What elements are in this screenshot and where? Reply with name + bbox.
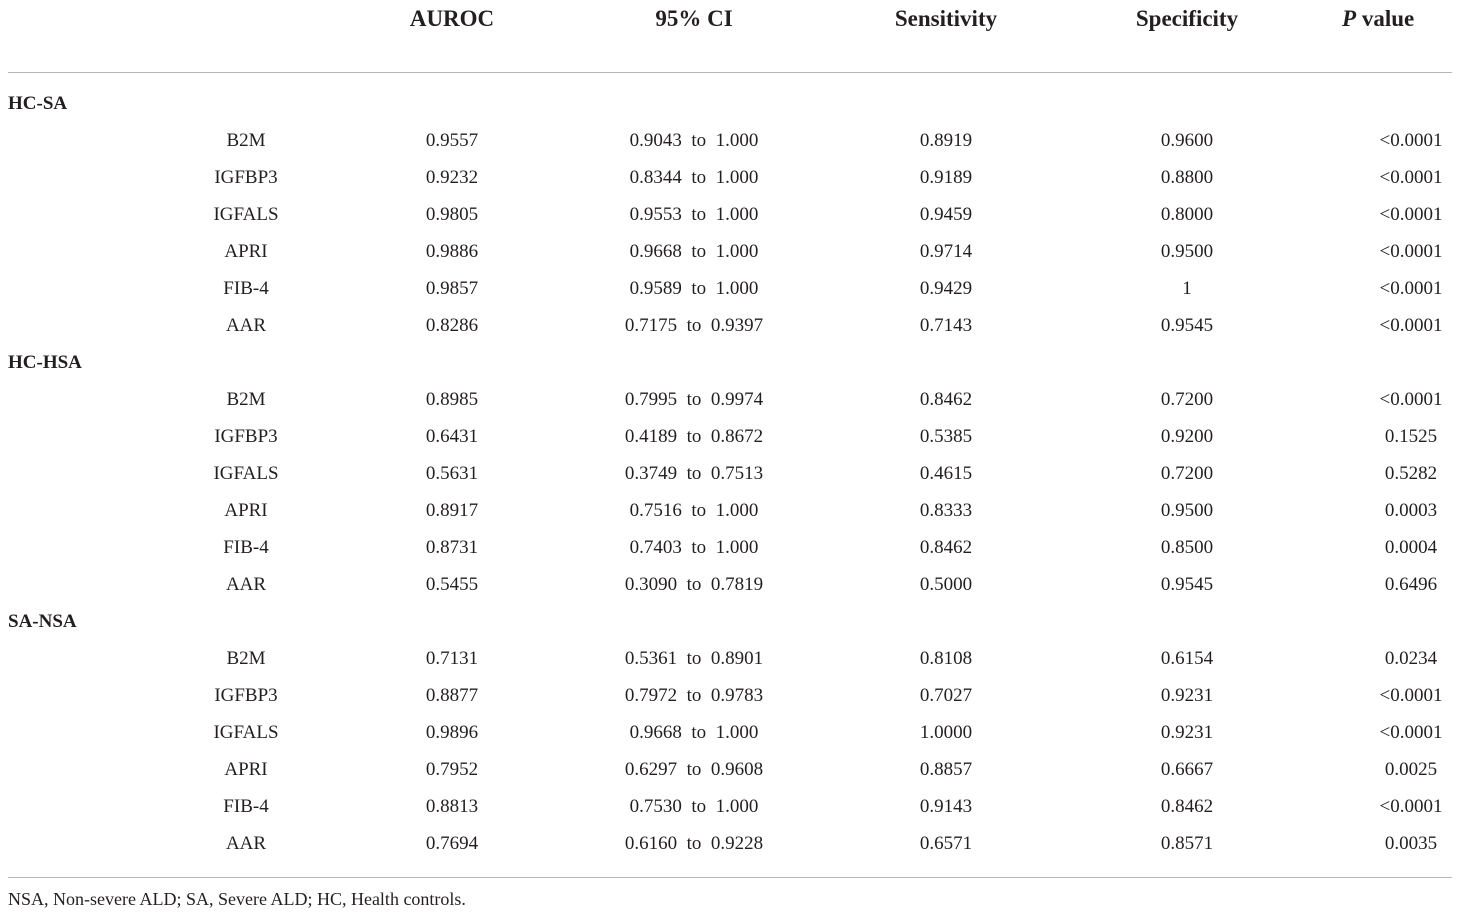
table-row: [0, 492, 1460, 529]
table-row: [0, 381, 1460, 418]
group-row: [0, 344, 1460, 381]
ci-value: 0.7972 to 0.9783: [624, 685, 764, 706]
auroc-value: 0.5631: [425, 463, 479, 484]
sensitivity-value: 0.6571: [919, 833, 973, 854]
table-row: [0, 159, 1460, 196]
ci-value: 0.7175 to 0.9397: [624, 315, 764, 336]
table-row: [0, 640, 1460, 677]
specificity-value: 0.6154: [1160, 648, 1214, 669]
ci-value: 0.4189 to 0.8672: [624, 426, 764, 447]
marker-name: FIB-4: [223, 796, 269, 817]
sensitivity-value: 0.7143: [919, 315, 973, 336]
sensitivity-value: 1.0000: [919, 722, 973, 743]
group-label: SA-NSA: [8, 611, 77, 632]
p-value: <0.0001: [1379, 130, 1443, 151]
auroc-value: 0.9857: [425, 278, 479, 299]
sensitivity-value: 0.7027: [919, 685, 973, 706]
p-value: 0.1525: [1384, 426, 1438, 447]
auroc-value: 0.9886: [425, 241, 479, 262]
auroc-value: 0.8731: [425, 537, 479, 558]
ci-value: 0.7403 to 1.000: [629, 537, 759, 558]
specificity-value: 0.9231: [1160, 722, 1214, 743]
marker-name: AAR: [225, 315, 267, 336]
ci-value: 0.5361 to 0.8901: [624, 648, 764, 669]
sensitivity-value: 0.5000: [919, 574, 973, 595]
specificity-value: 0.7200: [1160, 463, 1214, 484]
auroc-value: 0.7694: [425, 833, 479, 854]
header-ci: 95% CI: [655, 6, 733, 31]
sensitivity-value: 0.8857: [919, 759, 973, 780]
table-row: [0, 455, 1460, 492]
specificity-value: 1: [1182, 278, 1192, 299]
marker-name: IGFALS: [213, 463, 279, 484]
table-row: [0, 566, 1460, 603]
ci-value: 0.6160 to 0.9228: [624, 833, 764, 854]
specificity-value: 0.6667: [1160, 759, 1214, 780]
p-value: 0.6496: [1384, 574, 1438, 595]
table-row: [0, 714, 1460, 751]
table-row: [0, 270, 1460, 307]
header-specificity: Specificity: [1135, 6, 1239, 31]
specificity-value: 0.8462: [1160, 796, 1214, 817]
group-label: HC-SA: [8, 93, 68, 114]
sensitivity-value: 0.5385: [919, 426, 973, 447]
marker-name: IGFALS: [213, 722, 279, 743]
ci-value: 0.7995 to 0.9974: [624, 389, 764, 410]
table-row: [0, 196, 1460, 233]
auroc-value: 0.9232: [425, 167, 479, 188]
specificity-value: 0.9200: [1160, 426, 1214, 447]
p-value: <0.0001: [1379, 204, 1443, 225]
auroc-value: 0.9805: [425, 204, 479, 225]
auroc-value: 0.9557: [425, 130, 479, 151]
ci-value: 0.9553 to 1.000: [629, 204, 759, 225]
marker-name: AAR: [225, 833, 267, 854]
auroc-value: 0.5455: [425, 574, 479, 595]
sensitivity-value: 0.8333: [919, 500, 973, 521]
p-value: <0.0001: [1379, 241, 1443, 262]
specificity-value: 0.9545: [1160, 574, 1214, 595]
auroc-value: 0.8286: [425, 315, 479, 336]
auroc-value: 0.8813: [425, 796, 479, 817]
p-value: <0.0001: [1379, 722, 1443, 743]
marker-name: AAR: [225, 574, 267, 595]
table-row: [0, 825, 1460, 862]
table-row: [0, 122, 1460, 159]
group-row: [0, 603, 1460, 640]
marker-name: APRI: [224, 241, 268, 262]
header-p-value: [1342, 4, 1460, 34]
p-value: 0.0003: [1384, 500, 1438, 521]
table-footnote: NSA, Non-severe ALD; SA, Severe ALD; HC, Health controls.: [8, 889, 466, 909]
marker-name: IGFBP3: [214, 426, 278, 447]
p-value: 0.0234: [1384, 648, 1438, 669]
p-value: <0.0001: [1379, 167, 1443, 188]
ci-value: 0.9668 to 1.000: [629, 722, 759, 743]
sensitivity-value: 0.4615: [919, 463, 973, 484]
table-body: [0, 85, 1460, 862]
auroc-value: 0.7131: [425, 648, 479, 669]
sensitivity-value: 0.9189: [919, 167, 973, 188]
ci-value: 0.7516 to 1.000: [629, 500, 759, 521]
sensitivity-value: 0.9143: [919, 796, 973, 817]
header-auroc: AUROC: [409, 6, 495, 31]
table-row: [0, 751, 1460, 788]
specificity-value: 0.9545: [1160, 315, 1214, 336]
table-row: [0, 677, 1460, 714]
marker-name: APRI: [224, 500, 268, 521]
specificity-value: 0.9500: [1160, 500, 1214, 521]
marker-name: IGFBP3: [214, 167, 278, 188]
group-row: [0, 85, 1460, 122]
specificity-value: 0.8500: [1160, 537, 1214, 558]
specificity-value: 0.7200: [1160, 389, 1214, 410]
marker-name: FIB-4: [223, 278, 269, 299]
table-row: [0, 529, 1460, 566]
table-row: [0, 418, 1460, 455]
header-sensitivity: Sensitivity: [894, 6, 998, 31]
table-row: [0, 307, 1460, 344]
p-value: <0.0001: [1379, 685, 1443, 706]
auroc-value: 0.9896: [425, 722, 479, 743]
sensitivity-value: 0.8919: [919, 130, 973, 151]
header-p-rest: value: [1356, 6, 1415, 31]
auroc-value: 0.6431: [425, 426, 479, 447]
ci-value: 0.6297 to 0.9608: [624, 759, 764, 780]
ci-value: 0.3090 to 0.7819: [624, 574, 764, 595]
specificity-value: 0.9500: [1160, 241, 1214, 262]
marker-name: IGFBP3: [214, 685, 278, 706]
marker-name: FIB-4: [223, 537, 269, 558]
auroc-value: 0.8985: [425, 389, 479, 410]
p-value: <0.0001: [1379, 796, 1443, 817]
ci-value: 0.3749 to 0.7513: [624, 463, 764, 484]
footer-rule: [8, 877, 1452, 878]
marker-name: IGFALS: [213, 204, 279, 225]
marker-name: B2M: [226, 389, 266, 410]
auroc-value: 0.7952: [425, 759, 479, 780]
table-row: [0, 788, 1460, 825]
specificity-value: 0.8000: [1160, 204, 1214, 225]
sensitivity-value: 0.9459: [919, 204, 973, 225]
header-rule: [8, 72, 1452, 73]
ci-value: 0.9668 to 1.000: [629, 241, 759, 262]
ci-value: 0.8344 to 1.000: [629, 167, 759, 188]
ci-value: 0.7530 to 1.000: [629, 796, 759, 817]
p-value: <0.0001: [1379, 315, 1443, 336]
p-value: 0.0035: [1384, 833, 1438, 854]
marker-name: B2M: [226, 130, 266, 151]
header-p-italic: P: [1342, 6, 1357, 31]
sensitivity-value: 0.8462: [919, 389, 973, 410]
auroc-value: 0.8877: [425, 685, 479, 706]
p-value: 0.5282: [1384, 463, 1438, 484]
marker-name: B2M: [226, 648, 266, 669]
ci-value: 0.9043 to 1.000: [629, 130, 759, 151]
marker-name: APRI: [224, 759, 268, 780]
p-value: <0.0001: [1379, 389, 1443, 410]
ci-value: 0.9589 to 1.000: [629, 278, 759, 299]
sensitivity-value: 0.9429: [919, 278, 973, 299]
p-value: 0.0004: [1384, 537, 1438, 558]
sensitivity-value: 0.8108: [919, 648, 973, 669]
p-value: 0.0025: [1384, 759, 1438, 780]
group-label: HC-HSA: [8, 352, 82, 373]
table-row: [0, 233, 1460, 270]
specificity-value: 0.9600: [1160, 130, 1214, 151]
p-value: <0.0001: [1379, 278, 1443, 299]
specificity-value: 0.9231: [1160, 685, 1214, 706]
specificity-value: 0.8800: [1160, 167, 1214, 188]
auroc-value: 0.8917: [425, 500, 479, 521]
specificity-value: 0.8571: [1160, 833, 1214, 854]
sensitivity-value: 0.9714: [919, 241, 973, 262]
sensitivity-value: 0.8462: [919, 537, 973, 558]
